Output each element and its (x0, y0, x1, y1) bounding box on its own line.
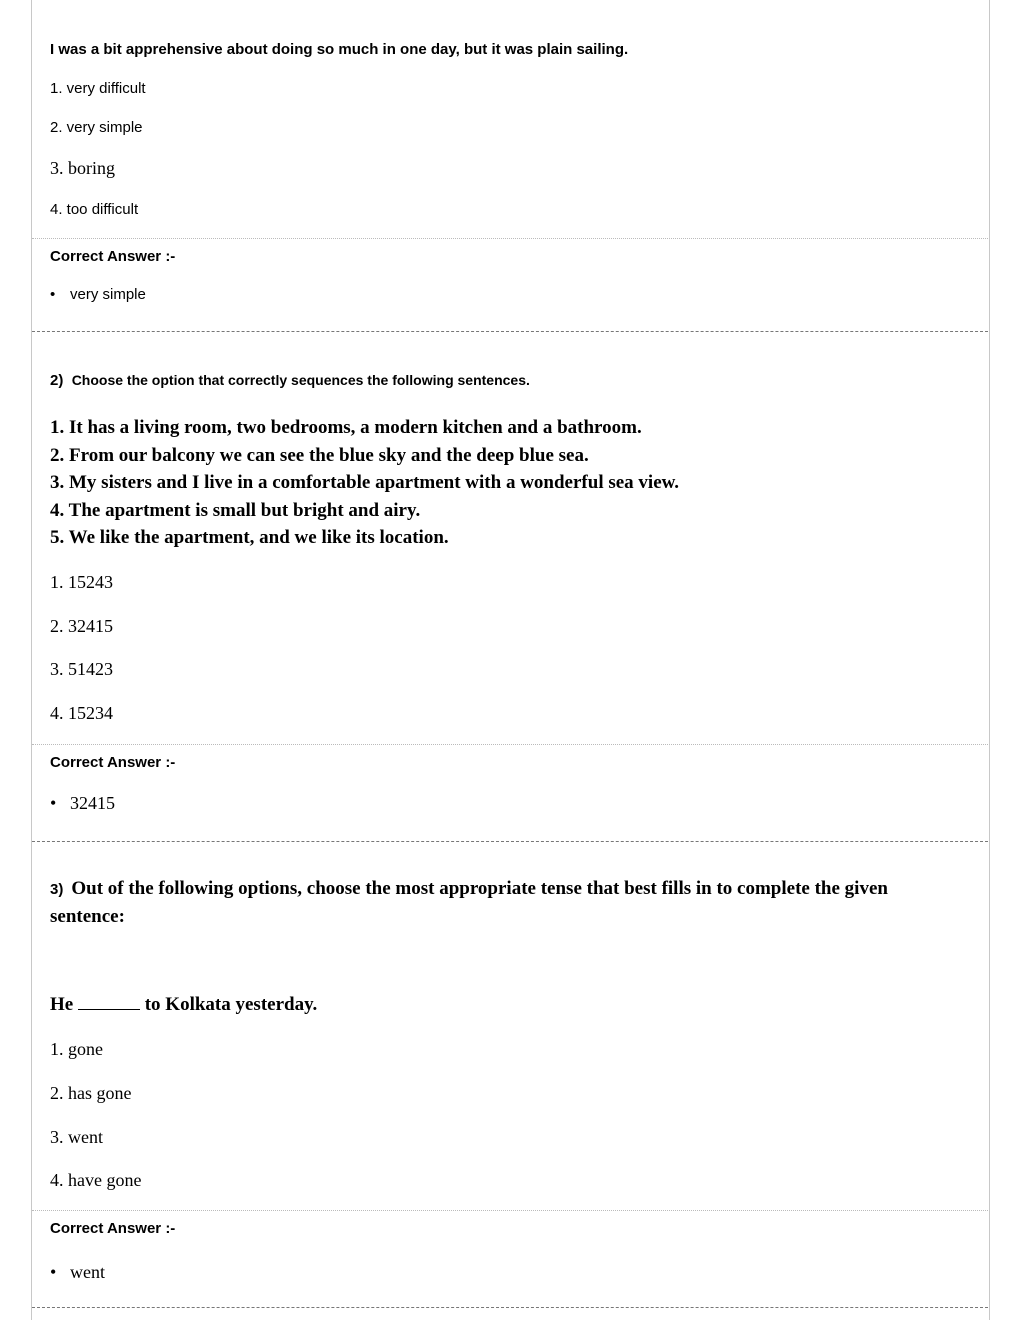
q2-sentence-4: 4. The apartment is small but bright and airy. (50, 500, 421, 521)
question-text: Out of the following options, choose the most appropriate tense that best fills in to complete the given (71, 878, 888, 899)
q3-option-4: 4. have gone (50, 1170, 142, 1190)
q1-answer: • very simple (50, 284, 146, 306)
page-frame (31, 0, 990, 1320)
question-separator (32, 841, 988, 842)
q1-option-1: 1. very difficult (50, 80, 146, 97)
q2-option-4: 4. 15234 (50, 703, 113, 723)
q2-option-3: 3. 51423 (50, 659, 113, 679)
question-3-stem-line2: sentence: (50, 906, 125, 927)
q3-option-1: 1. gone (50, 1039, 103, 1059)
question-number: 2) (50, 372, 64, 389)
question-number: 3) (50, 881, 64, 898)
question-2-stem (50, 369, 530, 392)
sentence-end: to Kolkata yesterday. (144, 994, 318, 1015)
q3-option-2: 2. has gone (50, 1083, 132, 1103)
q2-correct-answer-label: Correct Answer :- (50, 754, 176, 771)
sentence-start: He (50, 994, 74, 1015)
q3-option-3: 3. went (50, 1127, 103, 1147)
q2-option-2: 2. 32415 (50, 616, 113, 636)
q1-option-2: 2. very simple (50, 119, 143, 136)
q2-sentence-3: 3. My sisters and I live in a comfortable apartment with a wonderful sea view. (50, 472, 680, 493)
question-separator (32, 1307, 988, 1308)
question-separator (32, 331, 988, 332)
question-1-stem: I was a bit apprehensive about doing so much in one day, but it was plain sailing. (50, 41, 629, 58)
q2-sentence-5: 5. We like the apartment, and we like its location. (50, 527, 449, 548)
divider (32, 238, 988, 239)
q2-sentence-2: 2. From our balcony we can see the blue sky and the deep blue sea. (50, 445, 589, 466)
q1-option-3: 3. boring (50, 158, 115, 178)
q1-option-4: 4. too difficult (50, 201, 139, 218)
q3-answer: • went (50, 1261, 105, 1283)
blank (78, 993, 140, 1010)
q2-option-1: 1. 15243 (50, 572, 113, 592)
question-3-stem (50, 878, 888, 901)
q2-answer: • 32415 (50, 792, 115, 814)
divider (32, 744, 988, 745)
divider (32, 1210, 988, 1211)
question-text: Choose the option that correctly sequences the following sentences. (71, 372, 530, 388)
q2-sentence-1: 1. It has a living room, two bedrooms, a modern kitchen and a bathroom. (50, 417, 642, 438)
q3-sentence (50, 993, 317, 1016)
q3-correct-answer-label: Correct Answer :- (50, 1220, 176, 1237)
q1-correct-answer-label: Correct Answer :- (50, 248, 176, 265)
